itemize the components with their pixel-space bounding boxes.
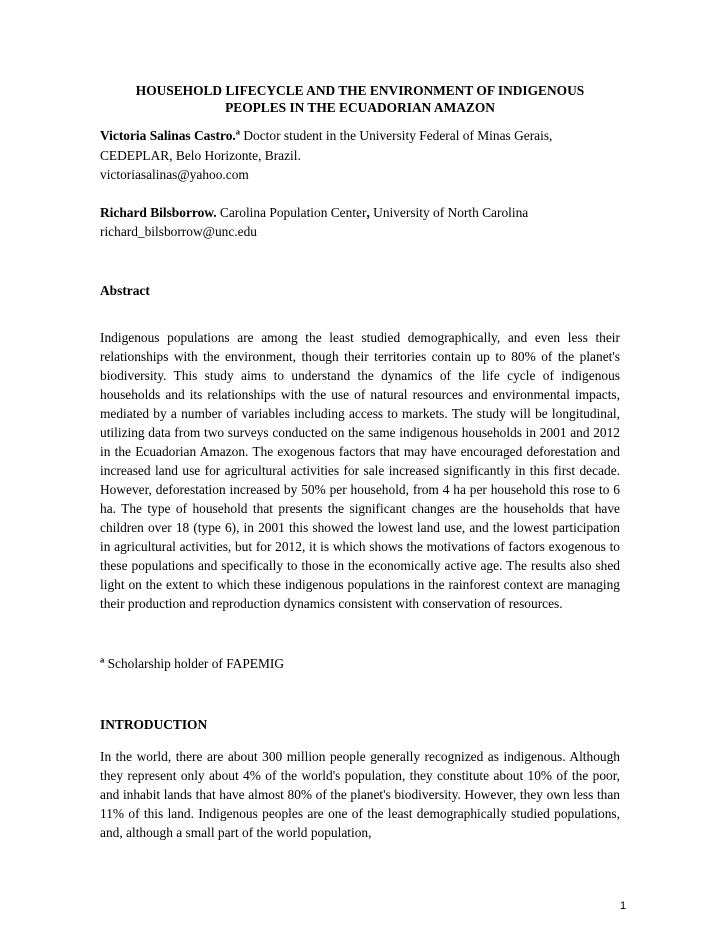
introduction-heading: INTRODUCTION <box>100 717 208 732</box>
author2-affiliation-2: University of North Carolina <box>369 205 529 220</box>
title-line-1: HOUSEHOLD LIFECYCLE AND THE ENVIRONMENT OF INDIGENOUS <box>135 83 585 98</box>
author1-name: Victoria Salinas Castro. <box>100 128 236 143</box>
abstract-body: Indigenous populations are among the least studied demographically, and even less their relationships with the environment, though their territories contain up to 80% of the planet's biodiversity. This study aims to understand the dynamics of the life cycle of indigenous households and its relationships with the use of natural resources and environmental impacts, mediated by a number of variables including access to markets. The study will be longitudinal, utilizing data from two surveys conducted on the same indigenous households in 2001 and 2012 in the Ecuadorian Amazon. The exogenous factors that may have encouraged deforestation and increased land use for agricultural activities for sale increased significantly in this first decade. However, deforestation increased by 50% per household, from 4 ha per household this rose to 6 ha. The type of household that presents the significant changes are the households that have children over 18 (type 6), in 2001 this showed the lowest land use, and the lowest participation in agricultural activities, but for 2012, it is which shows the motivations of factors exogenous to these populations and specifically to those in the economically active age. The results also shed light on the extent to which these indigenous populations in the rainforest context are managing their production and reproduction dynamics consistent with conservation of resources. <box>100 330 620 611</box>
author1-affiliation-1: Doctor student in the University Federal of Minas Gerais, <box>240 128 553 143</box>
author1-line <box>100 127 552 144</box>
abstract-heading: Abstract <box>100 283 150 298</box>
title-line-2: PEOPLES IN THE ECUADORIAN AMAZON <box>225 100 495 115</box>
author1-footnote-mark: a <box>235 126 241 137</box>
author2-email: richard_bilsborrow@unc.edu <box>100 224 257 239</box>
author2-comma: , <box>366 205 370 220</box>
footnote-text: Scholarship holder of FAPEMIG <box>104 656 285 671</box>
author1-email: victoriasalinas@yahoo.com <box>100 167 249 182</box>
paper-title <box>100 82 620 116</box>
author1-affiliation-line-2: CEDEPLAR, Belo Horizonte, Brazil. <box>100 148 301 163</box>
introduction-body: In the world, there are about 300 million people generally recognized as indigenous. Although they represent only about 4% of the world's population, they constitute about 10% of the poor, and inhabit lands that have almost 80% of the planet's biodiversity. However, they own less than 11% of this land. Indigenous peoples are one of the least demographically studied populations, and, although a small part of the world population, <box>100 749 620 840</box>
author2-line <box>100 204 528 221</box>
page-number: 1 <box>620 900 627 912</box>
author2-affiliation-1: Carolina Population Center <box>216 205 367 220</box>
footnote <box>100 655 284 672</box>
footnote-mark: a <box>100 654 105 665</box>
author2-name: Richard Bilsborrow. <box>100 205 217 220</box>
